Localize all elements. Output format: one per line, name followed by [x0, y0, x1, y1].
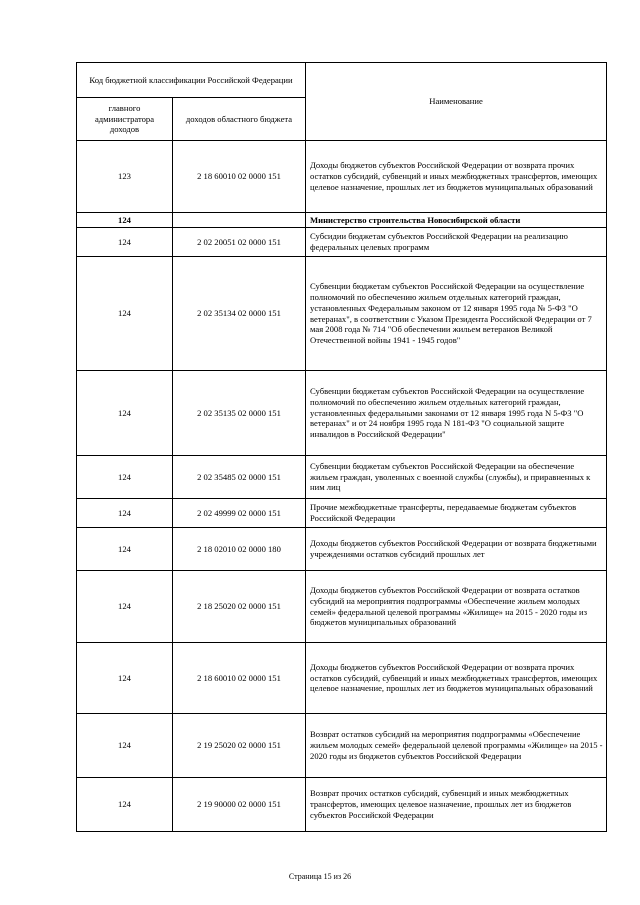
page-number: Страница 15 из 26	[288, 872, 352, 881]
cell-code	[173, 213, 306, 228]
header-row-top	[77, 63, 607, 98]
cell-name: Доходы бюджетов субъектов Российской Федерации от возврата бюджетными учреждениями остатков субсидий прошлых лет	[306, 528, 607, 571]
cell-admin: 124	[77, 643, 173, 714]
table-row	[77, 371, 607, 456]
cell-name: Субвенции бюджетам субъектов Российской Федерации на осуществление полномочий по обеспечению жильем отдельных категорий граждан, установленных Федеральным законом от 12 января 1995 года № 5-ФЗ "О ветеранах", в соответствии с Указом Президента Российской Федерации от 7 мая 2008 года № 714 "Об обеспечении жильем ветеранов Великой Отечественной войны 1941 - 1945 годов"	[306, 257, 607, 371]
cell-admin: 124	[77, 714, 173, 778]
table-row	[77, 714, 607, 778]
cell-code: 2 02 20051 02 0000 151	[173, 228, 306, 257]
table-row	[77, 571, 607, 643]
table-row	[77, 643, 607, 714]
cell-admin: 124	[77, 257, 173, 371]
cell-code: 2 02 35485 02 0000 151	[173, 456, 306, 499]
header-name: Наименование	[306, 63, 607, 141]
cell-code: 2 02 49999 02 0000 151	[173, 499, 306, 528]
cell-admin: 124	[77, 228, 173, 257]
table-row-ministry	[77, 213, 607, 228]
cell-admin: 124	[77, 456, 173, 499]
cell-name: Доходы бюджетов субъектов Российской Федерации от возврата прочих остатков субсидий, субвенций и иных межбюджетных трансфертов, имеющих целевое назначение, прошлых лет из бюджетов муниципальных образований	[306, 141, 607, 213]
cell-name: Прочие межбюджетные трансферты, передаваемые бюджетам субъектов Российской Федерации	[306, 499, 607, 528]
cell-name: Субвенции бюджетам субъектов Российской Федерации на осуществление полномочий по обеспечению жильем отдельных категорий граждан, установленных федеральными законами от 12 января 1995 года N 5-ФЗ "О ветеранах" и от 24 ноября 1995 года N 181-ФЗ "О социальной защите инвалидов в Российской Федерации"	[306, 371, 607, 456]
budget-classification-table	[76, 62, 607, 832]
cell-admin: 124	[77, 778, 173, 832]
cell-code: 2 02 35134 02 0000 151	[173, 257, 306, 371]
cell-name: Возврат остатков субсидий на мероприятия подпрограммы «Обеспечение жильем молодых семей» федеральной целевой программы «Жилище» на 2015 - 2020 годы из бюджетов субъектов Российской Федерации	[306, 714, 607, 778]
cell-name: Доходы бюджетов субъектов Российской Федерации от возврата прочих остатков субсидий, субвенций и иных межбюджетных трансфертов, имеющих целевое назначение, прошлых лет из бюджетов муниципальных образований	[306, 643, 607, 714]
cell-name: Субсидии бюджетам субъектов Российской Федерации на реализацию федеральных целевых программ	[306, 228, 607, 257]
header-admin: главного администратора доходов	[77, 98, 173, 141]
header-group: Код бюджетной классификации Российской Федерации	[77, 63, 306, 98]
cell-code: 2 02 35135 02 0000 151	[173, 371, 306, 456]
cell-admin: 124	[77, 528, 173, 571]
cell-name: Возврат прочих остатков субсидий, субвенций и иных межбюджетных трансфертов, имеющих целевое назначение, прошлых лет из бюджетов субъектов Российской Федерации	[306, 778, 607, 832]
cell-name: Субвенции бюджетам субъектов Российской Федерации на обеспечение жильем граждан, уволенных с военной службы (службы), и приравненных к ним лиц	[306, 456, 607, 499]
cell-code: 2 18 02010 02 0000 180	[173, 528, 306, 571]
header-income: доходов областного бюджета	[173, 98, 306, 141]
cell-code: 2 18 60010 02 0000 151	[173, 141, 306, 213]
cell-code: 2 18 25020 02 0000 151	[173, 571, 306, 643]
table-row	[77, 528, 607, 571]
cell-admin: 123	[77, 141, 173, 213]
cell-admin: 124	[77, 213, 173, 228]
table-row	[77, 141, 607, 213]
cell-name: Министерство строительства Новосибирской области	[306, 213, 607, 228]
cell-admin: 124	[77, 571, 173, 643]
cell-code: 2 18 60010 02 0000 151	[173, 643, 306, 714]
cell-admin: 124	[77, 499, 173, 528]
cell-code: 2 19 90000 02 0000 151	[173, 778, 306, 832]
cell-name: Доходы бюджетов субъектов Российской Федерации от возврата остатков субсидий на мероприятия подпрограммы «Обеспечение жильем молодых семей» федеральной целевой программы «Жилище» на 2015 - 2020 годы из бюджетов муниципальных образований	[306, 571, 607, 643]
table-row	[77, 499, 607, 528]
table-row	[77, 456, 607, 499]
cell-code: 2 19 25020 02 0000 151	[173, 714, 306, 778]
table-row	[77, 778, 607, 832]
table-row	[77, 257, 607, 371]
cell-admin: 124	[77, 371, 173, 456]
table-row	[77, 228, 607, 257]
